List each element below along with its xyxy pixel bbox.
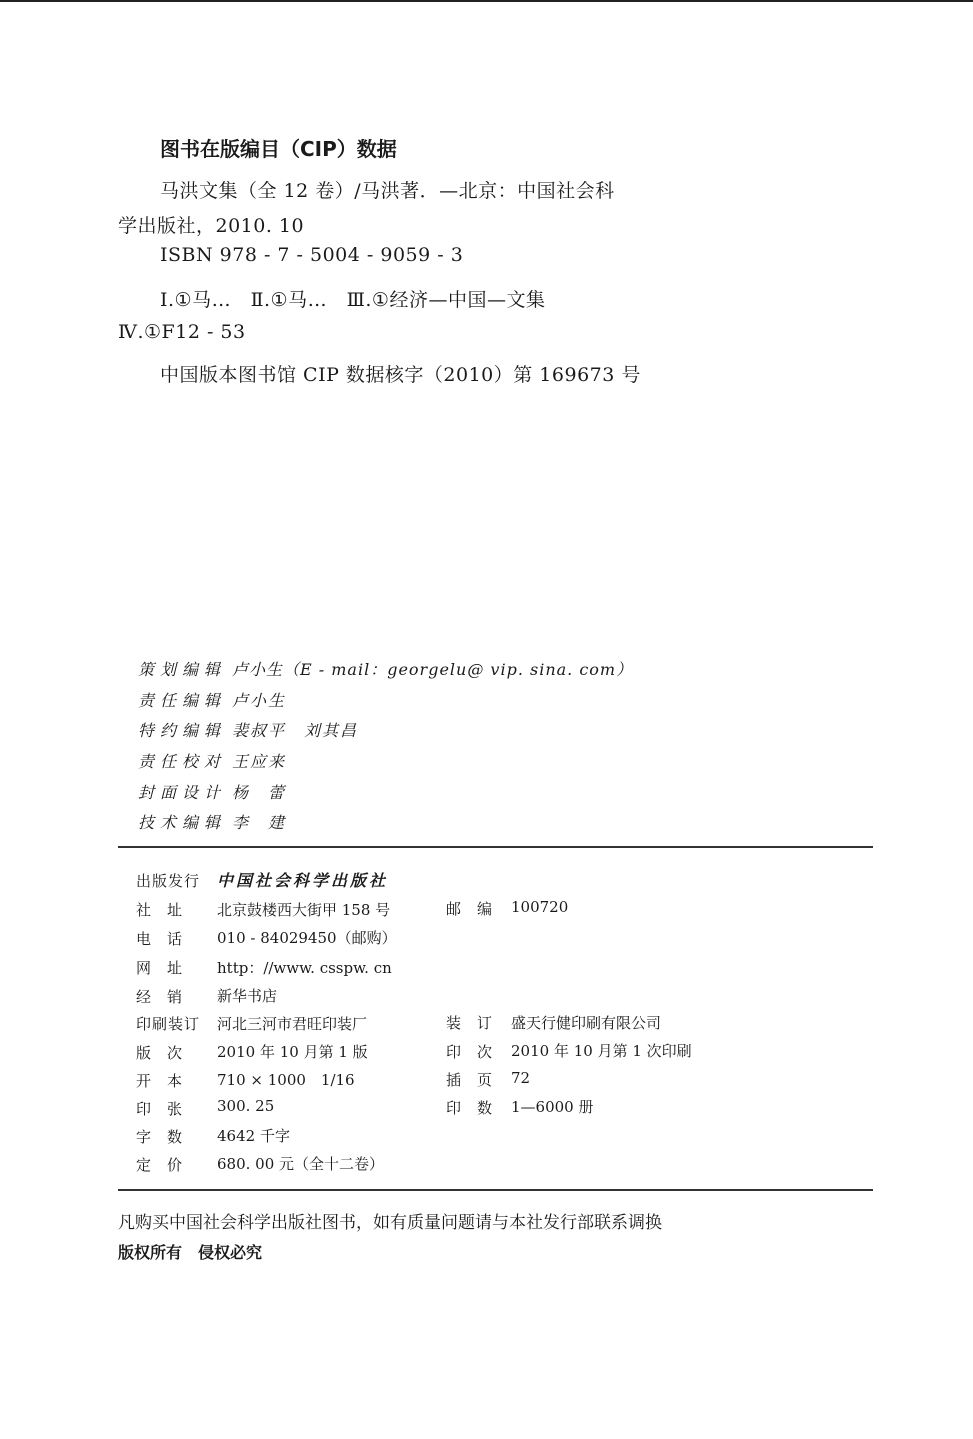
divider-bottom	[118, 1189, 873, 1191]
format-value: 710 × 1000 1/16	[217, 1071, 355, 1089]
divider-top	[118, 846, 873, 848]
editor-value-cover-design: 杨 蕾	[232, 783, 287, 802]
address-label: 社址	[136, 901, 199, 919]
sheets-label: 印张	[136, 1100, 199, 1118]
price-label: 定价	[136, 1156, 199, 1174]
editor-value-technical: 李 建	[232, 813, 287, 832]
edition-label: 版次	[136, 1044, 199, 1062]
editor-label-cover-design: 封面设计	[138, 783, 227, 802]
plates-value: 72	[511, 1069, 531, 1087]
cip-line-2: 学出版社，2010. 10	[118, 215, 305, 237]
top-border	[0, 0, 973, 2]
publisher-name: 中国社会科学出版社	[217, 871, 389, 890]
editor-label-planning: 策划编辑	[138, 660, 227, 679]
cip-record-number: 中国版本图书馆 CIP 数据核字（2010）第 169673 号	[160, 364, 641, 386]
words-label: 字数	[136, 1128, 199, 1146]
sheets-value: 300. 25	[217, 1097, 275, 1115]
quality-notice: 凡购买中国社会科学出版社图书，如有质量问题请与本社发行部联系调换	[118, 1213, 662, 1233]
plates-label: 插页	[446, 1071, 509, 1089]
postcode-label: 邮编	[446, 900, 509, 918]
copies-label: 印数	[446, 1099, 509, 1117]
format-label: 开本	[136, 1072, 199, 1090]
cip-isbn: ISBN 978 - 7 - 5004 - 9059 - 3	[160, 244, 464, 266]
cip-classification-1: Ⅰ.①马… Ⅱ.①马… Ⅲ.①经济—中国—文集	[160, 289, 546, 311]
website-label: 网址	[136, 959, 199, 977]
copyright-notice: 版权所有 侵权必究	[118, 1243, 263, 1262]
edition-value: 2010 年 10 月第 1 版	[217, 1043, 368, 1061]
editor-value-responsible: 卢小生	[232, 691, 287, 710]
address-value: 北京鼓楼西大街甲 158 号	[217, 901, 391, 919]
binding-value: 盛天行健印刷有限公司	[511, 1014, 662, 1032]
editor-value-planning: 卢小生（E - mail：georgelu@ vip. sina. com）	[232, 660, 634, 679]
editor-label-proofreading: 责任校对	[138, 752, 227, 771]
binding-label: 装订	[446, 1014, 509, 1032]
copies-value: 1—6000 册	[511, 1098, 594, 1116]
impression-label: 印次	[446, 1043, 509, 1061]
cip-classification-2: Ⅳ.①F12 - 53	[118, 321, 246, 343]
publisher-label: 出版发行	[136, 872, 201, 890]
cip-line-1: 马洪文集（全 12 卷）/马洪著．—北京：中国社会科	[160, 180, 615, 202]
printing-label: 印刷装订	[136, 1015, 201, 1033]
editor-label-special: 特约编辑	[138, 721, 227, 740]
editor-value-special: 裴叔平 刘其昌	[232, 721, 359, 740]
words-value: 4642 千字	[217, 1127, 290, 1145]
postcode-value: 100720	[511, 898, 569, 916]
printing-value: 河北三河市君旺印装厂	[217, 1015, 368, 1033]
price-value: 680. 00 元（全十二卷）	[217, 1155, 385, 1173]
impression-value: 2010 年 10 月第 1 次印刷	[511, 1042, 692, 1060]
editor-label-technical: 技术编辑	[138, 813, 227, 832]
website-value: http：//www. csspw. cn	[217, 959, 392, 977]
editor-label-responsible: 责任编辑	[138, 691, 227, 710]
editor-value-proofreading: 王应来	[232, 752, 287, 771]
phone-value: 010 - 84029450（邮购）	[217, 929, 397, 947]
phone-label: 电话	[136, 930, 199, 948]
distributor-value: 新华书店	[217, 987, 278, 1005]
cip-title: 图书在版编目（CIP）数据	[160, 137, 397, 161]
distributor-label: 经销	[136, 988, 199, 1006]
